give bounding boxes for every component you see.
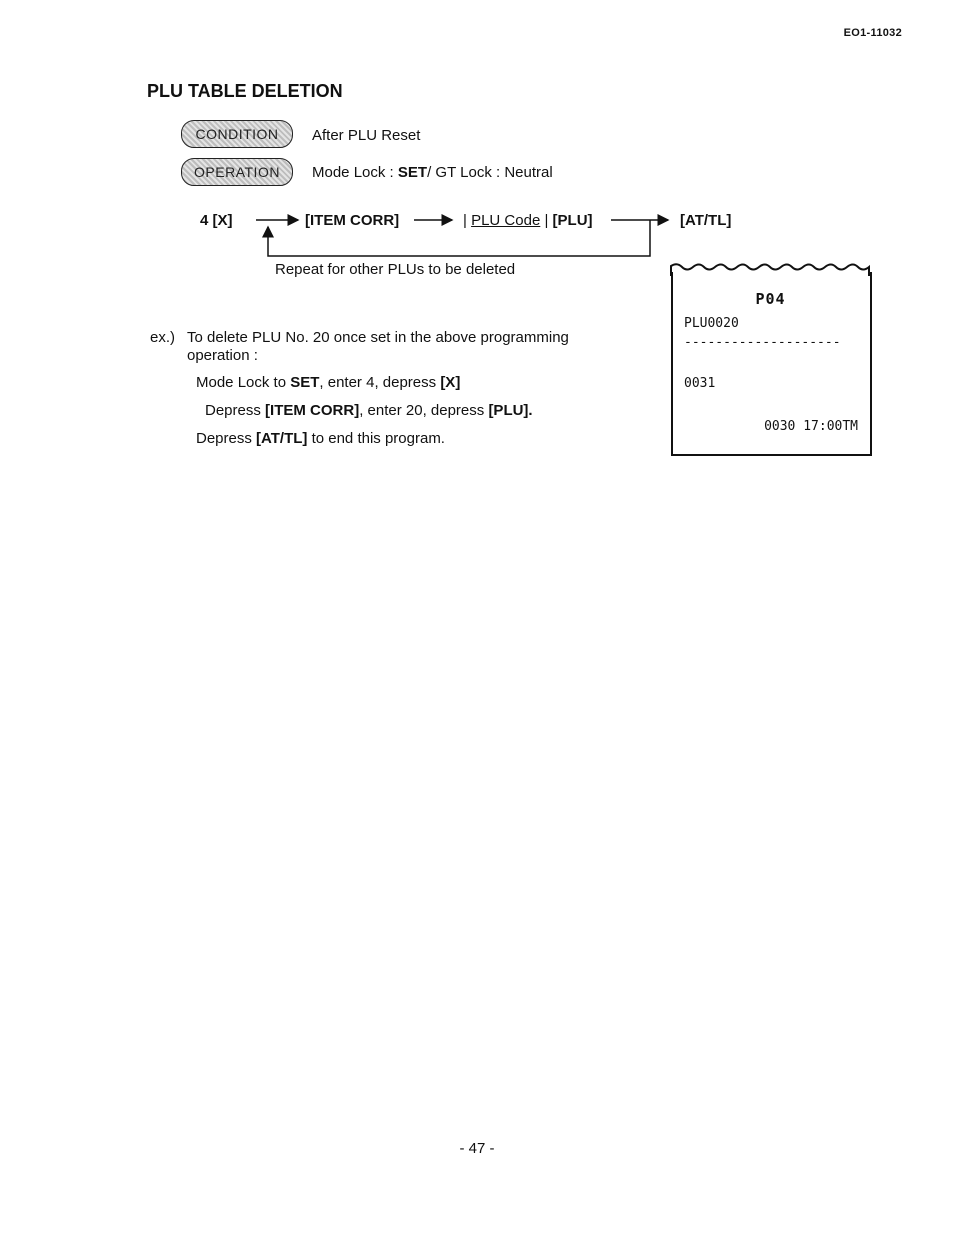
- example-step-1: Mode Lock to SET, enter 4, depress [X]: [196, 374, 461, 391]
- receipt-plu-line: PLU0020: [684, 316, 739, 331]
- flow-start-key: 4 [X]: [200, 212, 233, 229]
- example-prefix: ex.): [150, 329, 176, 346]
- flow-plu-key: [PLU]: [552, 212, 593, 229]
- flow-plu-code: | PLU Code | [PLU]: [463, 212, 593, 229]
- example-intro: To delete PLU No. 20 once set in the above programming operation :: [187, 329, 569, 364]
- condition-badge: CONDITION: [181, 120, 293, 148]
- page-title: PLU TABLE DELETION: [147, 81, 343, 101]
- condition-text: After PLU Reset: [312, 127, 421, 144]
- page-number: - 47 -: [459, 1140, 495, 1157]
- plu-code-label: PLU Code: [471, 212, 541, 229]
- example-step-3: Depress [AT/TL] to end this program.: [196, 430, 445, 447]
- document-id: EO1-11032: [843, 27, 902, 39]
- operation-text: [312, 164, 553, 181]
- operation-text-pre: Mode Lock :: [312, 164, 394, 181]
- operation-text-bold: SET: [397, 164, 428, 181]
- flow-item-corr-key: [ITEM CORR]: [305, 212, 400, 229]
- repeat-note: Repeat for other PLUs to be deleted: [275, 261, 516, 278]
- operation-text-post: / GT Lock : Neutral: [427, 164, 553, 181]
- receipt-footer: 0030 17:00TM: [764, 419, 858, 434]
- receipt-count-line: 0031: [684, 376, 716, 391]
- example-step-2: Depress [ITEM CORR], enter 20, depress [PLU].: [205, 402, 533, 419]
- operation-badge: OPERATION: [181, 158, 293, 186]
- receipt-title: P04: [755, 290, 786, 308]
- receipt-dash-line: --------------------: [684, 335, 841, 350]
- flow-attl-key: [AT/TL]: [680, 212, 732, 229]
